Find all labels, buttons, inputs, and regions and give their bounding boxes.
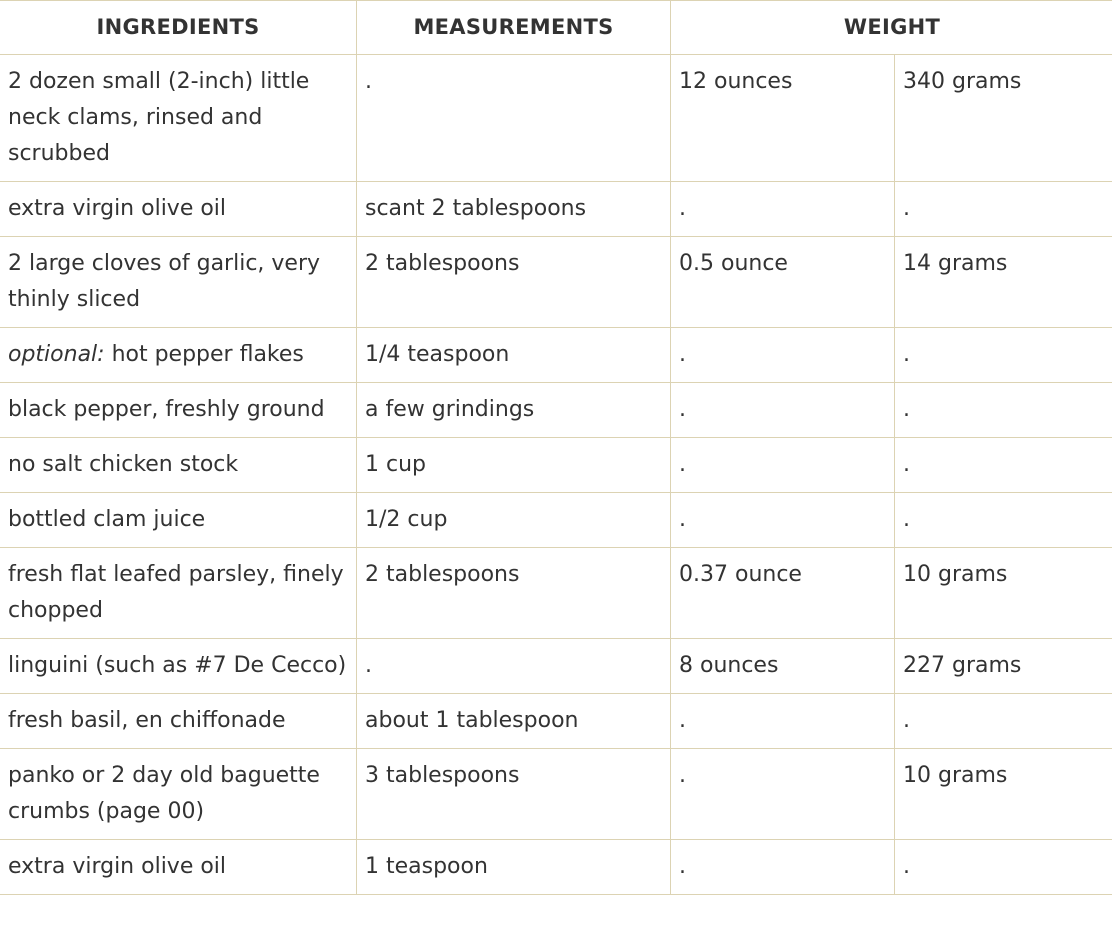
weight-imperial-cell: . [671, 328, 895, 383]
weight-header: WEIGHT [671, 1, 1112, 55]
table-row [0, 548, 1112, 639]
weight-imperial-cell: . [671, 694, 895, 749]
ingredient-cell [0, 639, 357, 694]
measurement-cell: scant 2 tablespoons [357, 182, 671, 237]
weight-metric-cell: . [895, 438, 1112, 493]
ingredient-cell [0, 383, 357, 438]
measurement-cell: 2 tablespoons [357, 237, 671, 328]
measurement-cell: 1/2 cup [357, 493, 671, 548]
weight-imperial-cell: . [671, 749, 895, 840]
ingredient-text: linguini (such as #7 De Cecco) [8, 653, 347, 678]
ingredient-cell [0, 328, 357, 383]
ingredient-text: extra virgin olive oil [8, 854, 227, 879]
weight-metric-cell: 14 grams [895, 237, 1112, 328]
weight-metric-cell: . [895, 328, 1112, 383]
measurement-cell: about 1 tablespoon [357, 694, 671, 749]
measurements-header: MEASUREMENTS [357, 1, 671, 55]
measurement-cell: . [357, 639, 671, 694]
table-row [0, 493, 1112, 548]
table-row [0, 182, 1112, 237]
ingredient-text: black pepper, freshly ground [8, 397, 325, 422]
table-header [0, 1, 1112, 55]
table-body [0, 55, 1112, 895]
ingredient-cell [0, 840, 357, 895]
measurement-cell: 2 tablespoons [357, 548, 671, 639]
weight-metric-cell: 227 grams [895, 639, 1112, 694]
measurement-cell: 1/4 teaspoon [357, 328, 671, 383]
weight-imperial-cell: 0.5 ounce [671, 237, 895, 328]
weight-metric-cell: 340 grams [895, 55, 1112, 182]
measurement-cell: 1 cup [357, 438, 671, 493]
weight-imperial-cell: . [671, 182, 895, 237]
ingredient-text: 2 large cloves of garlic, very thinly sliced [8, 251, 321, 312]
ingredient-cell [0, 548, 357, 639]
weight-metric-cell: . [895, 694, 1112, 749]
ingredient-cell [0, 55, 357, 182]
weight-metric-cell: 10 grams [895, 749, 1112, 840]
weight-imperial-cell: 8 ounces [671, 639, 895, 694]
ingredient-cell [0, 694, 357, 749]
ingredient-text: hot pepper flakes [104, 342, 304, 367]
weight-metric-cell: . [895, 840, 1112, 895]
ingredient-prefix: optional: [8, 342, 105, 367]
weight-imperial-cell: . [671, 840, 895, 895]
table-row [0, 438, 1112, 493]
ingredient-cell [0, 493, 357, 548]
table-row [0, 237, 1112, 328]
weight-metric-cell: . [895, 493, 1112, 548]
ingredient-text: fresh basil, en chiffonade [8, 708, 286, 733]
table-row [0, 639, 1112, 694]
weight-imperial-cell: . [671, 383, 895, 438]
table-row [0, 328, 1112, 383]
ingredient-cell [0, 438, 357, 493]
measurement-cell: 3 tablespoons [357, 749, 671, 840]
weight-metric-cell: . [895, 182, 1112, 237]
measurement-cell: 1 teaspoon [357, 840, 671, 895]
ingredient-cell [0, 182, 357, 237]
weight-imperial-cell: 0.37 ounce [671, 548, 895, 639]
table-row [0, 840, 1112, 895]
ingredients-header: INGREDIENTS [0, 1, 357, 55]
ingredient-cell [0, 237, 357, 328]
ingredient-text: 2 dozen small (2-inch) little neck clams, rinsed and scrubbed [8, 69, 310, 166]
weight-metric-cell: 10 grams [895, 548, 1112, 639]
table-row [0, 55, 1112, 182]
ingredient-text: panko or 2 day old baguette crumbs (page 00) [8, 763, 320, 824]
table-row [0, 383, 1112, 438]
header-row [0, 1, 1112, 55]
ingredient-cell [0, 749, 357, 840]
measurement-cell: . [357, 55, 671, 182]
ingredient-text: extra virgin olive oil [8, 196, 227, 221]
measurement-cell: a few grindings [357, 383, 671, 438]
weight-imperial-cell: 12 ounces [671, 55, 895, 182]
weight-metric-cell: . [895, 383, 1112, 438]
ingredient-text: fresh flat leafed parsley, finely chopped [8, 562, 344, 623]
table-row [0, 749, 1112, 840]
weight-imperial-cell: . [671, 493, 895, 548]
table-row [0, 694, 1112, 749]
weight-imperial-cell: . [671, 438, 895, 493]
ingredient-text: no salt chicken stock [8, 452, 239, 477]
ingredient-text: bottled clam juice [8, 507, 206, 532]
